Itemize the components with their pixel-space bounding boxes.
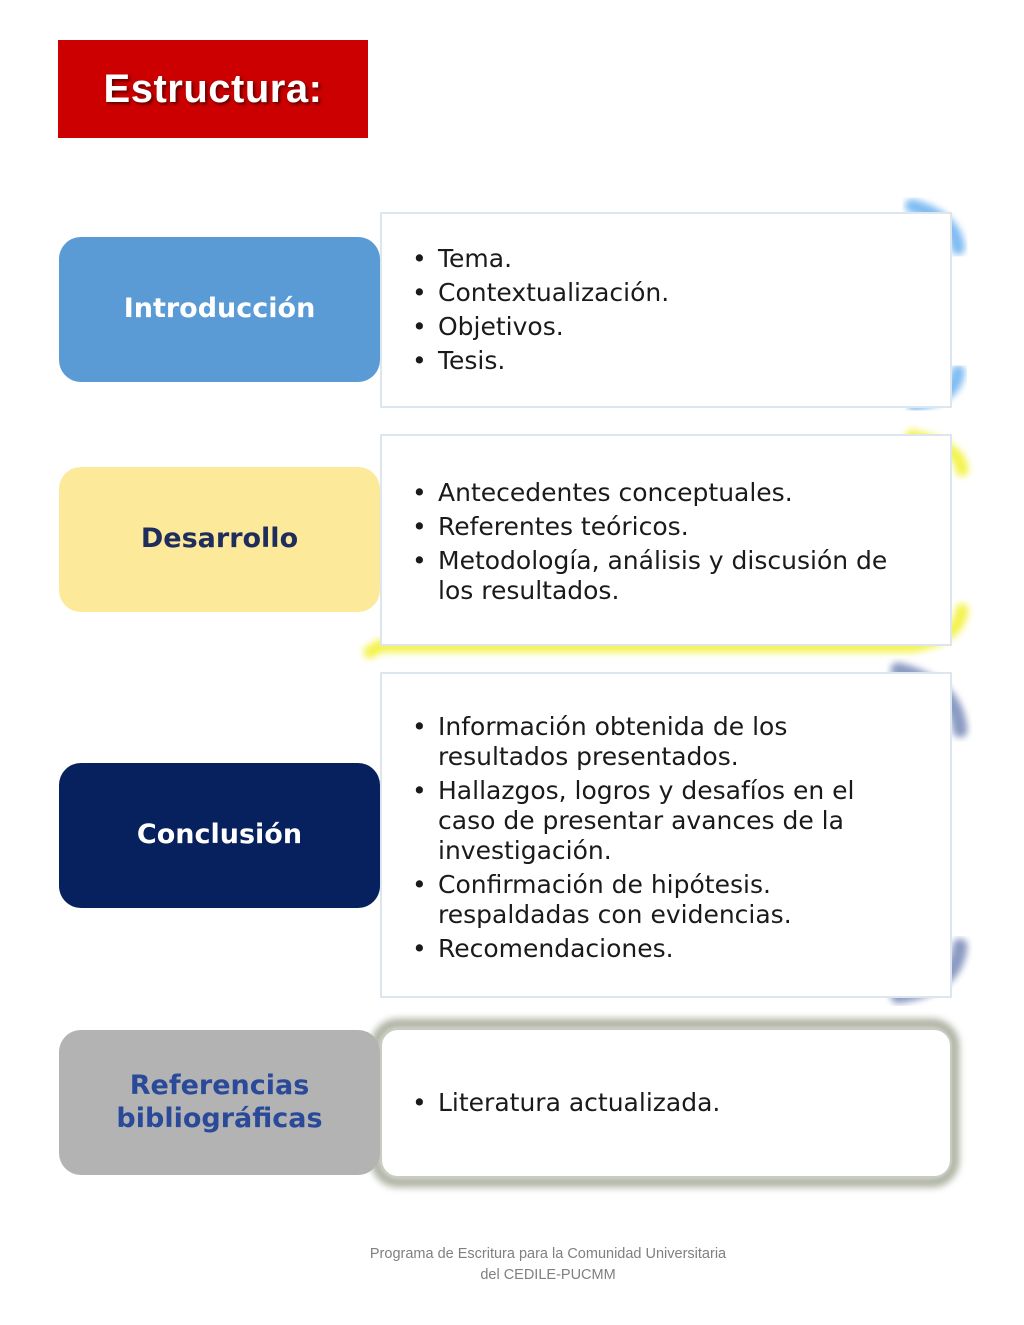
list-item: • Hallazgos, logros y desafíos en el caso de presentar avances de la investigación. xyxy=(412,776,900,866)
list-item: • Referentes teóricos. xyxy=(412,512,900,542)
list-item: • Metodología, análisis y discusión de los resultados. xyxy=(412,546,900,606)
desarrollo-panel xyxy=(380,434,952,646)
list-item: • Objetivos. xyxy=(412,312,900,342)
list-item: • Tesis. xyxy=(412,346,900,376)
list-item: • Tema. xyxy=(412,244,900,274)
section-label-referencias: Referencias bibliográficas xyxy=(59,1030,380,1175)
footer-line-1: Programa de Escritura para la Comunidad Universitaria xyxy=(369,1246,727,1262)
referencias-panel xyxy=(380,1028,952,1178)
conclusion-list xyxy=(412,712,900,968)
list-item: • Literatura actualizada. xyxy=(412,1088,900,1118)
intro-list xyxy=(412,244,900,380)
list-item: • Antecedentes conceptuales. xyxy=(412,478,900,508)
section-label-introduccion: Introducción xyxy=(59,237,380,382)
referencias-list xyxy=(412,1088,900,1122)
list-item: • Contextualización. xyxy=(412,278,900,308)
section-label-desarrollo: Desarrollo xyxy=(59,467,380,612)
intro-panel xyxy=(380,212,952,408)
section-label-conclusion: Conclusión xyxy=(59,763,380,908)
list-item: • Información obtenida de los resultados presentados. xyxy=(412,712,900,772)
page-title: Estructura: xyxy=(103,66,323,111)
footer-line-2: del CEDILE-PUCMM xyxy=(480,1267,616,1283)
conclusion-panel xyxy=(380,672,952,998)
desarrollo-list xyxy=(412,478,900,610)
list-item: • Recomendaciones. xyxy=(412,934,900,964)
list-item: • Confirmación de hipótesis. respaldadas con evidencias. xyxy=(412,870,900,930)
